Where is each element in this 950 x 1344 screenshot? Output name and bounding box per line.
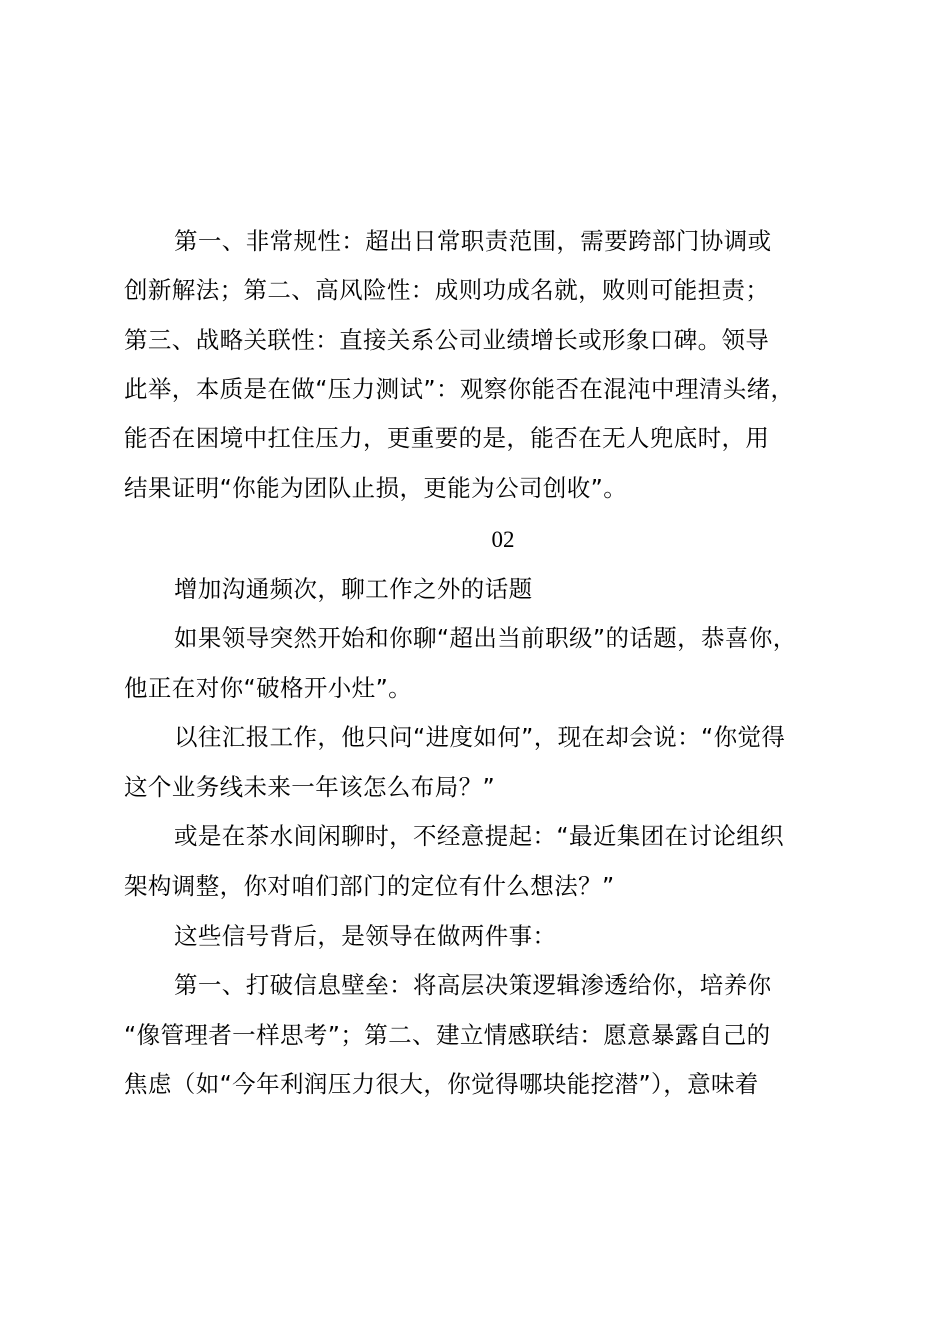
paragraph-line: 这个业务线未来一年该怎么布局？”: [124, 773, 496, 801]
paragraph-line: 架构调整，你对咱们部门的定位有什么想法？”: [124, 872, 615, 900]
paragraph-line: 第一、非常规性：超出日常职责范围，需要跨部门协调或: [174, 227, 772, 255]
paragraph-line: 以往汇报工作，他只问“进度如何”，现在却会说：“你觉得: [174, 723, 786, 751]
paragraph-line: 第一、打破信息壁垒：将高层决策逻辑渗透给你，培养你: [174, 971, 772, 999]
paragraph-line: 结果证明“你能为团队止损，更能为公司创收”。: [124, 474, 628, 502]
paragraph-line: 此举，本质是在做“压力测试”：观察你能否在混沌中理清头绪，: [124, 375, 795, 403]
paragraph-line: 如果领导突然开始和你聊“超出当前职级”的话题，恭喜你，: [174, 624, 797, 652]
paragraph-line: “像管理者一样思考”；第二、建立情感联结：愿意暴露自己的: [124, 1021, 771, 1049]
paragraph-line: 他正在对你“破格开小灶”。: [124, 674, 413, 702]
section-number: 02: [491, 527, 515, 552]
paragraph-line: 能否在困境中扛住压力，更重要的是，能否在无人兜底时，用: [124, 424, 770, 452]
paragraph-line: 焦虑（如“今年利润压力很大，你觉得哪块能挖潜”），意味着: [124, 1070, 759, 1098]
paragraph-line: 创新解法；第二、高风险性：成则功成名就，败则可能担责；: [124, 276, 770, 304]
paragraph-line: 或是在茶水间闲聊时，不经意提起：“最近集团在讨论组织: [174, 822, 785, 850]
paragraph-line: 第三、战略关联性：直接关系公司业绩增长或形象口碑。领导: [124, 326, 770, 354]
section-title: 增加沟通频次，聊工作之外的话题: [174, 575, 533, 603]
paragraph-line: 这些信号背后，是领导在做两件事：: [174, 922, 557, 950]
